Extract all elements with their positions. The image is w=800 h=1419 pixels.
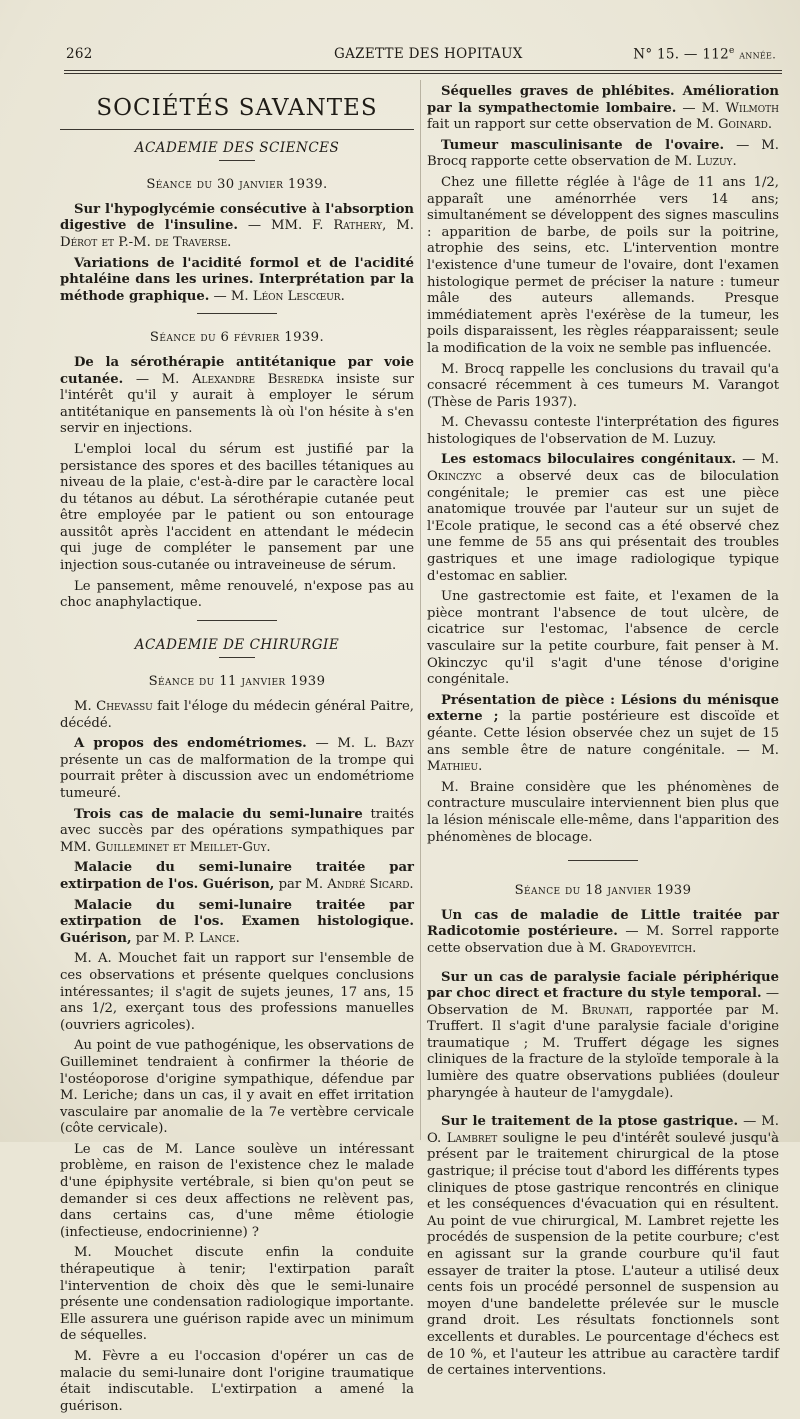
paragraph: A propos des endométriomes. — M. L. Bazy présente un cas de malformation de la trompe qui pourrait prêter à discussion avec un endométriome tumeuré. (60, 736, 414, 801)
paragraph: M. Mouchet discute enfin la conduite thérapeutique à tenir; l'extirpation paraît l'intervention de choix dès que le semi-lunaire présente une condensation radiologique importante. Elle assurera une guérison rapide avec un minimum de séquelles. (60, 1245, 414, 1344)
header-rule (64, 70, 782, 71)
paragraph: L'emploi local du sérum est justifié par la persistance des spores et des bacilles tétaniques au niveau de la plaie, c'est-à-dire par le caractère local du tétanos au début. La sérothérapie cutanée peut être employée par le patient ou son entourage aussitôt après l'accident en attendant le médecin qui juge de compléter le pansement par une injection sous-cutanée ou intraveineuse de sérum. (60, 441, 414, 574)
seance-heading: Séance du 6 février 1939. (149, 330, 325, 346)
paragraph: Les estomacs biloculaires congénitaux. — M. Okinczyc a observé deux cas de biloculation congénitale; le premier cas est une pièce anatomique trouvée par l'auteur sur un sujet de l'Ecole pratique, le second cas a été observé chez une femme de 55 ans qui présentait des troubles gastriques et une image radiologique typique d'estomac en sablier. (427, 452, 779, 584)
paragraph: Présentation de pièce : Lésions du ménisque externe ; la partie postérieure est discoïde et géante. Cette lésion observée chez un sujet de 15 ans semble être de nature congénitale. — M. Mathieu. (427, 692, 779, 775)
running-header (66, 46, 776, 66)
paragraph: M. A. Mouchet fait un rapport sur l'ensemble de ces observations et présente quelques conclusions intéressantes; il s'agit de sujets jeunes, 17 ans, 15 ans 1/2, exerçant tous des professions manuelles (ouvriers agricoles). (60, 951, 414, 1033)
title-rule (60, 129, 414, 130)
header-rule-double (64, 73, 782, 74)
paragraph: Sur le traitement de la ptose gastrique. — M. O. Lambret souligne le peu d'intérêt soulevé jusqu'à présent par le traitement chirurgical de la ptose gastrique; il précise tout d'abord les différents types cliniques de ptose gastrique rencontrés en clinique et les conséquences d'évacuation qui en résultent. Au point de vue chirurgical, M. Lambret rejette les procédés de suspension de la petite courbure; c'est en agissant sur la grande courbure qu'il faut essayer de traiter la ptose. L'auteur a utilisé deux cents fois un procédé personnel de suspension au moyen d'une bandelette prélevée sur le muscle grand droit. Les résultats fonctionnels sont excellents et durables. Le pourcentage d'échecs est de 10 %, et l'auteur les attribue au caractère tardif de certaines interventions. (427, 1114, 780, 1379)
academie-sciences-heading: ACADEMIE DES SCIENCES (134, 139, 340, 156)
paragraph: M. Fèvre a eu l'occasion d'opérer un cas de malacie du semi-lunaire dont l'origine traumatique était indiscutable. L'extirpation a amené la guérison. (60, 1349, 414, 1414)
issue-number: N° 15. — 112e année. (633, 46, 776, 63)
short-rule (197, 620, 277, 621)
paragraph: Une gastrectomie est faite, et l'examen de la pièce montrant l'absence de tout ulcère, de cicatrice sur l'estomac, l'absence de cercle vasculaire sur la petite courbure, fait penser à M. Okinczyc qu'il s'agit d'une ténose d'origine congénitale. (427, 589, 779, 688)
paragraph: M. Braine considère que les phénomènes de contracture musculaire interviennent bien plus que la lésion méniscale elle-même, dans l'apparition des phénomènes de blocage. (427, 779, 779, 845)
paragraph: Malacie du semi-lunaire traitée par extirpation de l'os. Examen histologique. Guérison, par M. P. Lance. (60, 897, 414, 946)
seance-heading: Séance du 11 janvier 1939 (148, 674, 326, 690)
seance-heading: Séance du 30 janvier 1939. (146, 177, 328, 193)
paragraph: Le pansement, même renouvelé, n'expose pas au choc anaphylactique. (60, 578, 414, 611)
paragraph: Malacie du semi-lunaire traitée par extirpation de l'os. Guérison, par M. André Sicard. (60, 860, 414, 892)
academie-chirurgie-heading: ACADEMIE DE CHIRURGIE (134, 636, 340, 653)
journal-title: GAZETTE DES HOPITAUX (334, 46, 523, 62)
paragraph: Trois cas de malacie du semi-lunaire traités avec succès par des opérations sympathiques par MM. Guilleminet et Meillet-Guy. (60, 806, 415, 855)
short-rule (219, 160, 255, 161)
paragraph: Chez une fillette réglée à l'âge de 11 ans 1/2, apparaît une aménorrhée vers 14 ans; simultanément se développent des signes masculins : apparition de barbe, de poils sur la poitrine, atrophie des seins, etc. L'intervention montre l'existence d'une tumeur de l'ovaire, dont l'examen histologique permet de préciser la nature : tumeur mâle des auteurs allemands. Presque immédiatement après l'exérèse de la tumeur, les poils disparaissent, les règles réapparaissent; seule la modification de la voix ne semble pas influencée. (427, 174, 779, 356)
column-divider (420, 80, 421, 1140)
short-rule (219, 657, 255, 658)
right-column (427, 84, 779, 1384)
paragraph: M. Brocq rappelle les conclusions du travail qu'a consacré récemment à ces tumeurs M. Varangot (Thèse de Paris 1937). (427, 361, 779, 410)
paragraph: Variations de l'acidité formol et de l'acidité phtaléine dans les urines. Interprétation par la méthode graphique. — M. Léon Lescœur. (60, 255, 414, 304)
paragraph: Séquelles graves de phlébites. Amélioration par la sympathectomie lombaire. — M. Wilmoth fait un rapport sur cette observation de M. Goinard. (427, 84, 779, 133)
paragraph: De la sérothérapie antitétanique par voie cutanée. — M. Alexandre Besredka insiste sur l'intérêt qu'il y aurait à employer le sérum antitétanique en pansements là où l'on hésite à s'en servir en injections. (60, 354, 414, 437)
paragraph: Sur l'hypoglycémie consécutive à l'absorption digestive de l'insuline. — MM. F. Rathery, M. Dérot et P.-M. de Traverse. (60, 201, 414, 250)
paragraph: M. Chevassu fait l'éloge du médecin général Paitre, décédé. (60, 699, 415, 731)
short-rule (197, 313, 277, 314)
paragraph: Un cas de maladie de Little traitée par Radicotomie postérieure. — M. Sorrel rapporte cette observation due à M. Gradoyevitch. (427, 907, 779, 956)
paragraph: Au point de vue pathogénique, les observations de Guilleminet tendraient à confirmer la théorie de l'ostéoporose d'origine sympathique, défendue par M. Leriche; dans un cas, il y avait en effet irritation vasculaire par anomalie de la 7e vertèbre cervicale (côte cervicale). (60, 1038, 414, 1137)
page-number: 262 (66, 46, 93, 62)
paragraph: Tumeur masculinisante de l'ovaire. — M. Brocq rapporte cette observation de M. Luzuy. (427, 137, 779, 170)
paragraph: Sur un cas de paralysie faciale périphérique par choc direct et fracture du style temporal. — Observation de M. Brunati, rapportée par M. Truffert. Il s'agit d'une paralysie faciale d'origine traumatique ; M. Truffert dégage les signes cliniques de la fracture de la styloïde temporale à la lumière des quatre observations publiées (douleur pharyngée à hauteur de l'amygdale). (427, 969, 780, 1101)
paragraph: M. Chevassu conteste l'interprétation des figures histologiques de l'observation de M. Luzuy. (427, 415, 779, 447)
left-column (60, 84, 414, 1419)
paragraph: Le cas de M. Lance soulève un intéressant problème, en raison de l'existence chez le malade d'une épiphysite vertébrale, si bien qu'on peut se demander si ces deux affections ne relèvent pas, dans certains cas, d'une même étiologie (infectieuse, endocrinienne) ? (60, 1141, 414, 1240)
section-title: SOCIÉTÉS SAVANTES (96, 95, 378, 121)
short-rule (568, 860, 638, 861)
seance-heading: Séance du 18 janvier 1939 (514, 883, 692, 899)
